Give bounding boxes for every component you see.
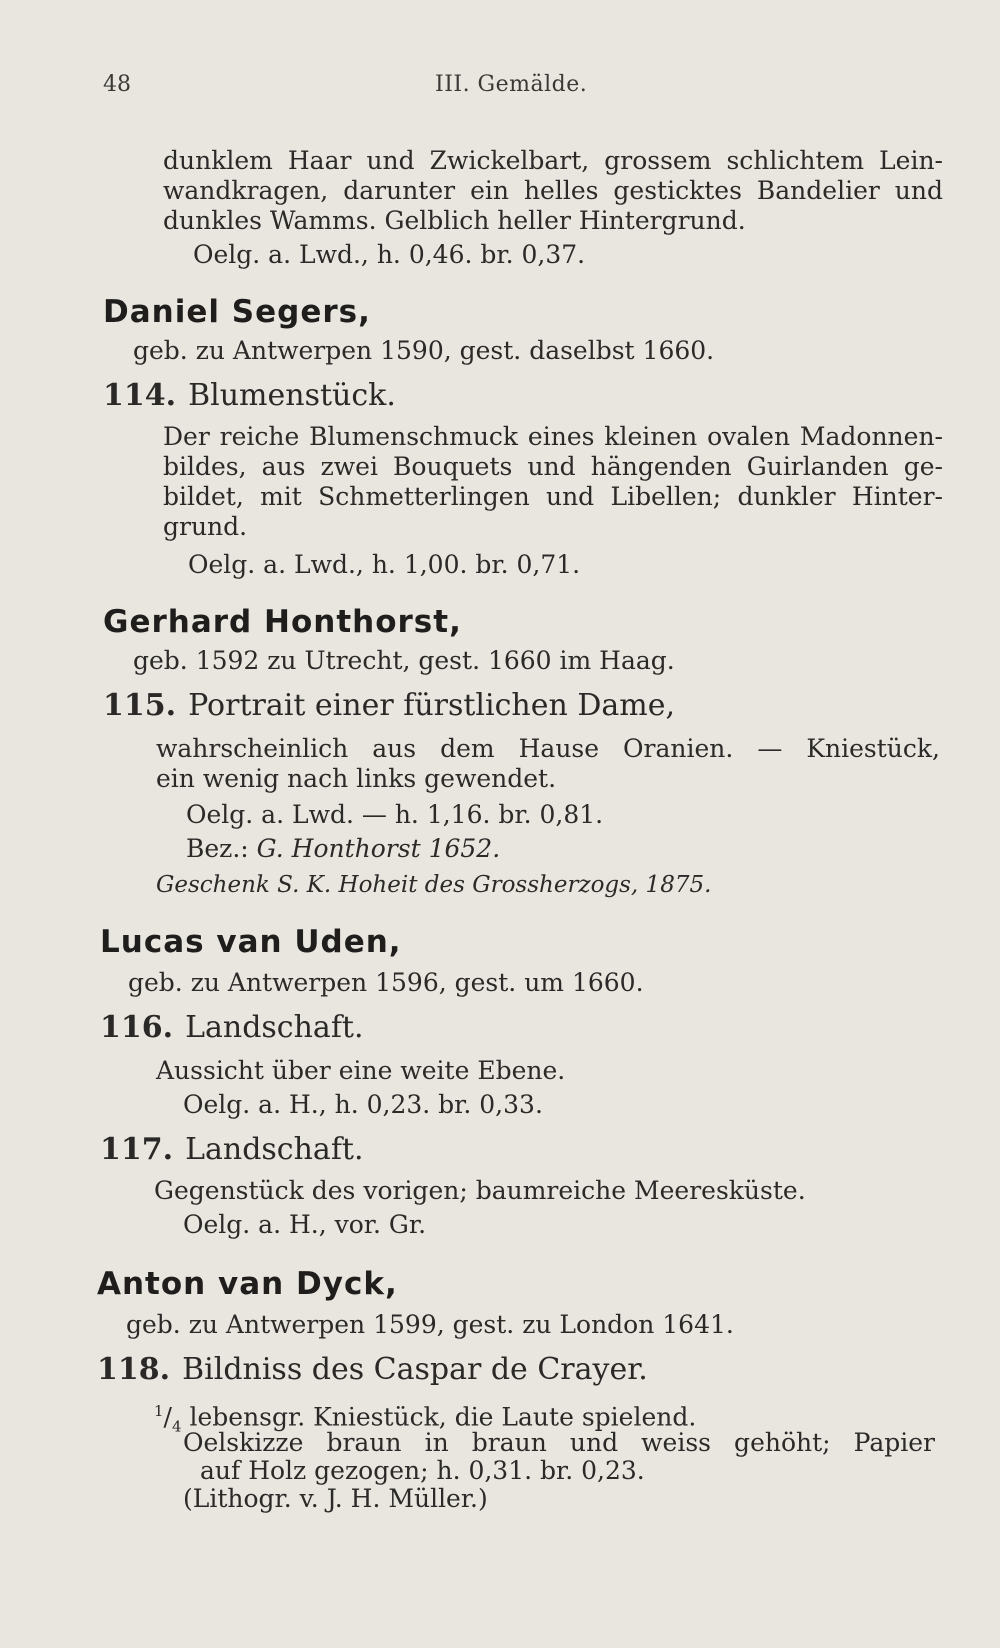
page-number: 48	[103, 72, 131, 97]
provenance: Geschenk S. K. Hoheit des Grossherzogs, 1875.	[156, 872, 712, 898]
entry-description-line: bildet, mit Schmetterlingen und Libellen; dunkler Hinter-	[163, 482, 943, 511]
signature-line	[186, 834, 500, 864]
continuation-line: wandkragen, darunter ein helles gesticktes Bandelier und	[163, 176, 943, 205]
entry-title: Portrait einer fürstlichen Dame,	[188, 688, 676, 723]
artist-name: Lucas van Uden,	[100, 924, 402, 960]
entry-number: 115.	[103, 688, 177, 723]
artist-bio: geb. zu Antwerpen 1599, gest. zu London 1641.	[126, 1310, 734, 1339]
artist-name: Daniel Segers,	[103, 294, 371, 330]
catalog-entry-114	[103, 378, 396, 413]
continuation-line: dunklem Haar und Zwickelbart, grossem schlichtem Lein-	[163, 146, 943, 175]
dimensions: Oelg. a. Lwd., h. 1,00. br. 0,71.	[188, 550, 581, 579]
entry-number: 116.	[100, 1010, 174, 1045]
entry-description-text: lebensgr. Kniestück, die Laute spielend.	[181, 1402, 697, 1432]
catalog-entry-115	[103, 688, 675, 723]
fraction-denominator: 4	[171, 1417, 182, 1436]
continuation-line: dunkles Wamms. Gelblich heller Hintergrund.	[163, 206, 746, 235]
entry-title: Bildniss des Caspar de Crayer.	[182, 1352, 648, 1387]
entry-description-line: ein wenig nach links gewendet.	[156, 764, 557, 793]
artist-bio: geb. zu Antwerpen 1590, gest. daselbst 1660.	[133, 336, 715, 365]
artist-bio: geb. zu Antwerpen 1596, gest. um 1660.	[128, 968, 644, 997]
entry-description-line: bildes, aus zwei Bouquets und hängenden Guirlanden ge-	[163, 452, 943, 481]
entry-title: Blumenstück.	[188, 378, 396, 413]
dimensions: Oelg. a. Lwd. — h. 1,16. br. 0,81.	[186, 800, 604, 829]
technique-line: Oelskizze braun in braun und weiss gehöht; Papier	[183, 1428, 935, 1457]
signature-label: Bez.:	[186, 834, 249, 863]
entry-title: Landschaft.	[185, 1132, 364, 1167]
dimensions: Oelg. a. H., vor. Gr.	[183, 1210, 427, 1239]
fraction-numerator: 1	[154, 1402, 164, 1420]
signature: G. Honthorst 1652.	[256, 834, 501, 863]
entry-description-line: wahrscheinlich aus dem Hause Oranien. — Kniestück,	[156, 734, 940, 763]
technique-line: auf Holz gezogen; h. 0,31. br. 0,23.	[200, 1456, 645, 1485]
entry-number: 118.	[97, 1352, 171, 1387]
lithograph-note: (Lithogr. v. J. H. Müller.)	[183, 1484, 488, 1513]
entry-description-line: Der reiche Blumenschmuck eines kleinen ovalen Madonnen-	[163, 422, 943, 451]
entry-number: 117.	[100, 1132, 174, 1167]
entry-description-line: $^1/_4$ lebensgr. Kniestück, die Laute spielend.	[154, 1402, 697, 1436]
catalog-entry-116	[100, 1010, 364, 1045]
entry-title: Landschaft.	[185, 1010, 364, 1045]
artist-bio: geb. 1592 zu Utrecht, gest. 1660 im Haag.	[133, 646, 675, 675]
entry-number: 114.	[103, 378, 177, 413]
artist-name: Gerhard Honthorst,	[103, 604, 462, 640]
artist-name: Anton van Dyck,	[97, 1266, 398, 1302]
running-head: III. Gemälde.	[435, 72, 588, 97]
catalog-entry-118	[97, 1352, 648, 1387]
entry-description-line: grund.	[163, 512, 248, 541]
dimensions: Oelg. a. Lwd., h. 0,46. br. 0,37.	[193, 240, 586, 269]
entry-description-line: Gegenstück des vorigen; baumreiche Meeresküste.	[154, 1176, 806, 1205]
entry-description-line: Aussicht über eine weite Ebene.	[156, 1056, 566, 1085]
catalog-entry-117	[100, 1132, 364, 1167]
dimensions: Oelg. a. H., h. 0,23. br. 0,33.	[183, 1090, 543, 1119]
